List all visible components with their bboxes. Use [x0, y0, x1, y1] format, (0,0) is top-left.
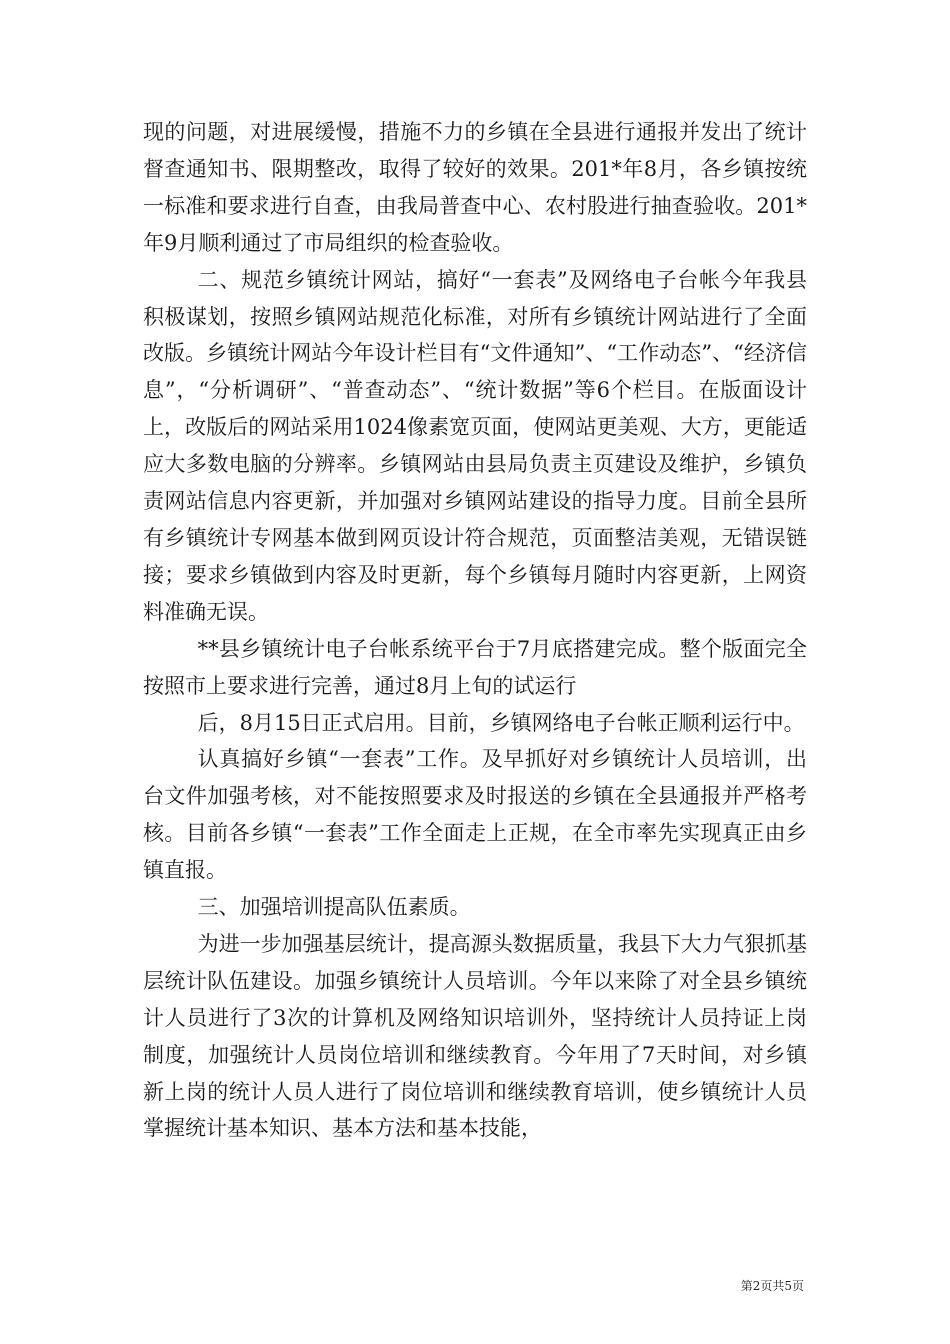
paragraph-continuation: 现的问题，对进展缓慢，措施不力的乡镇在全县进行通报并发出了统计督查通知书、限期整改，取得了较好的效果。201*年8月，各乡镇按统一标准和要求进行自查，由我局普查中心、农村股进行抽查验收。201*年9月顺利通过了市局组织的检查验收。 — [143, 120, 807, 255]
paragraph-ledger-platform: **县乡镇统计电子台帐系统平台于7月底搭建完成。整个版面完全按照市上要求进行完善，通过8月上旬的试运行 — [143, 636, 807, 698]
page-number-footer: 第2页共5页 — [740, 1279, 804, 1293]
section-heading-three: 三、加强培训提高队伍素质。 — [197, 895, 471, 920]
document-body — [143, 114, 807, 1147]
paragraph-one-table: 认真搞好乡镇“一套表”工作。及早抓好对乡镇统计人员培训，出台文件加强考核，对不能按照要求及时报送的乡镇在全县通报并严格考核。目前各乡镇“一套表”工作全面走上正规，在全市率先实现真正由乡镇直报。 — [143, 747, 807, 883]
paragraph-training: 为进一步加强基层统计，提高源头数据质量，我县下大力气狠抓基层统计队伍建设。加强乡镇统计人员培训。今年以来除了对全县乡镇统计人员进行了3次的计算机及网络知识培训外，坚持统计人员持证上岗制度，加强统计人员岗位培训和继续教育。今年用了7天时间，对乡镇新上岗的统计人员人进行了岗位培训和继续教育培训，使乡镇统计人员掌握统计基本知识、基本方法和基本技能， — [143, 931, 807, 1141]
paragraph-section-two: 二、规范乡镇统计网站，搞好“一套表”及网络电子台帐今年我县积极谋划，按照乡镇网站规范化标准，对所有乡镇统计网站进行了全面改版。乡镇统计网站今年设计栏目有“文件通知”、“工作动态”、“经济信息”，“分析调研”、“普查动态”、“统计数据”等6个栏目。在版面设计上，改版后的网站采用1024像素宽页面，使网站更美观、大方，更能适应大多数电脑的分辨率。乡镇网站由县局负责主页建设及维护，乡镇负责网站信息内容更新，并加强对乡镇网站建设的指导力度。目前全县所有乡镇统计专网基本做到网页设计符合规范，页面整洁美观，无错误链接；要求乡镇做到内容及时更新，每个乡镇每月随时内容更新，上网资料准确无误。 — [143, 267, 807, 624]
paragraph-ledger-launch: 后，8月15日正式启用。目前，乡镇网络电子台帐正顺利运行中。 — [197, 710, 805, 735]
